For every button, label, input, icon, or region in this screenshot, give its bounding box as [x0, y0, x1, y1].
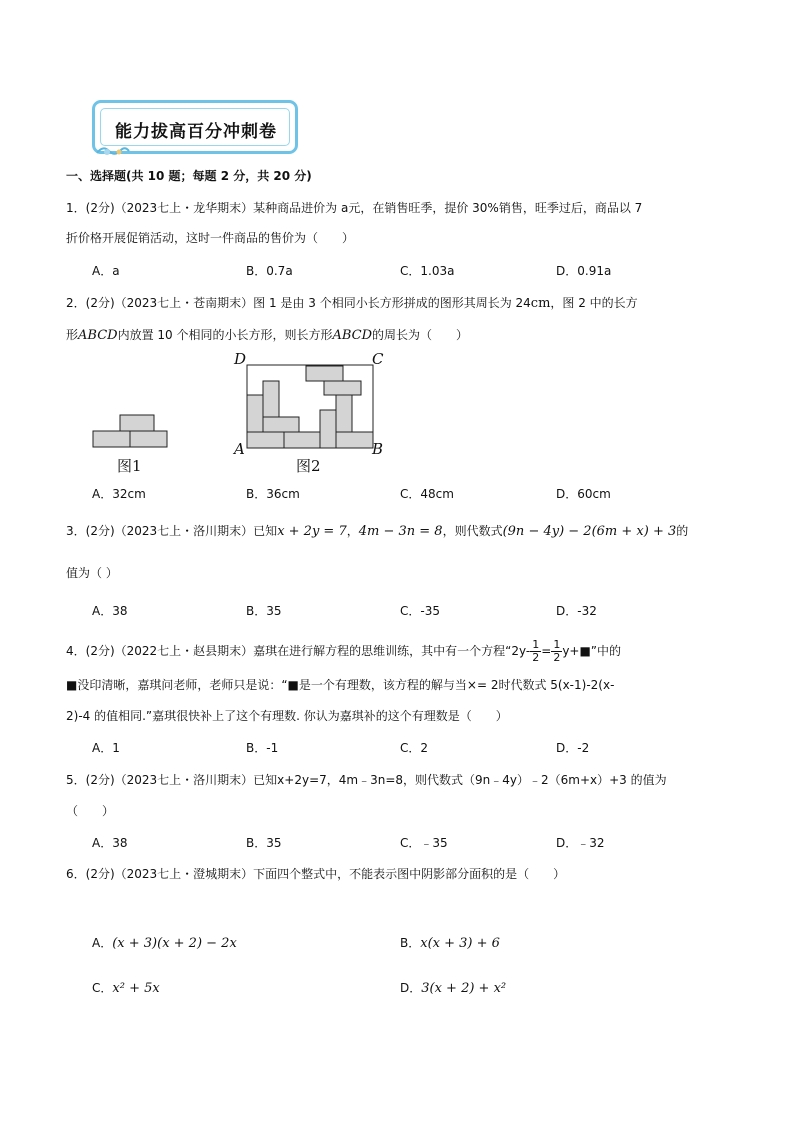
q1-line2: 折价格开展促销活动，这时一件商品的售价为（ ）: [66, 231, 355, 245]
q5-line2: （ ）: [66, 804, 115, 818]
q3-option-c: C．-35: [400, 604, 440, 618]
q5-line1: 5．(2分)（2023七上・洛川期末）已知x+2y=7，4m﹣3n=8，则代数式（9n﹣4y）﹣2（6m+x）+3 的值为: [66, 773, 667, 787]
q6-option-c: [92, 980, 160, 997]
q2-figure-1: [90, 412, 170, 452]
q2-line2-e: 的周长为（ ）: [372, 328, 469, 342]
q4-fraction-1-num: 1: [532, 637, 540, 651]
q2-option-b: B．36cm: [246, 487, 300, 501]
q3-line1-a: 3．(2分)（2023七上・洛川期末）已知: [66, 524, 278, 538]
q3-line1-c: 的: [676, 524, 689, 538]
q4-fraction-2: [551, 639, 562, 664]
q6-option-b-label: B．: [400, 936, 421, 950]
q2-option-a: A．32cm: [92, 487, 146, 501]
q2-line1: [66, 295, 638, 312]
q5-option-d: D．﹣32: [556, 836, 605, 850]
q4-option-a: A．1: [92, 741, 120, 755]
q6-option-d-label: D．: [400, 981, 422, 995]
q4-equals: =: [541, 644, 552, 658]
q2-corner-b: B: [372, 440, 384, 458]
q6-option-c-label: C．: [92, 981, 113, 995]
q2-line2: [66, 327, 468, 344]
q3-separator: ，: [346, 524, 359, 538]
page-title: 能力拔高百分冲刺卷: [115, 122, 277, 142]
q2-option-d: D．60cm: [556, 487, 611, 501]
q4-fraction-2-num: 1: [553, 637, 561, 651]
wave-decoration-icon: [95, 143, 155, 157]
q6-option-c-expr: x² + 5x: [112, 981, 160, 996]
q3-expression: (9n − 4y) − 2(6m + x) + 3: [502, 524, 677, 539]
q6-option-a-expr: (x + 3)(x + 2) − 2x: [112, 936, 237, 951]
q6-option-b: [400, 935, 500, 952]
q3-line2: 值为（ ）: [66, 566, 118, 580]
q1-option-c: C．1.03a: [400, 264, 455, 278]
q4-option-b: B．-1: [246, 741, 279, 755]
q3-option-a: A．38: [92, 604, 128, 618]
q3-line1: [66, 523, 688, 540]
q3-option-b: B．35: [246, 604, 282, 618]
q4-line3: 2)-4 的值相同.”嘉琪很快补上了这个有理数. 你认为嘉琪补的这个有理数是（ ）: [66, 709, 508, 723]
q4-fraction-1: [530, 639, 541, 664]
q3-line1-b: ，则代数式: [442, 524, 503, 538]
q2-figure-1-label: 图1: [117, 457, 142, 475]
q2-line1-c: ，图 2 中的长方: [550, 296, 638, 310]
q3-equation-2: 4m − 3n = 8: [358, 524, 443, 539]
q6-line1: 6．(2分)（2023七上・澄城期末）下面四个整式中，不能表示图中阴影部分面积的是（ ）: [66, 867, 566, 881]
q2-rect-name-2: ABCD: [332, 328, 373, 343]
q2-corner-c: C: [372, 350, 384, 368]
q6-option-a-label: A．: [92, 936, 113, 950]
q4-option-c: C．2: [400, 741, 429, 755]
q4-line1-b: y+■”中的: [562, 644, 622, 658]
q2-rect-name-1: ABCD: [78, 328, 118, 343]
q5-option-c: C．﹣35: [400, 836, 448, 850]
title-banner: [92, 100, 298, 154]
q5-option-a: A．38: [92, 836, 128, 850]
q6-option-b-expr: x(x + 3) + 6: [420, 936, 500, 951]
q4-option-d: D．-2: [556, 741, 590, 755]
q2-option-c: C．48cm: [400, 487, 454, 501]
q2-figure-2: [244, 362, 376, 450]
q1-line1: 1．(2分)（2023七上・龙华期末）某种商品进价为 a元，在销售旺季，提价 30%销售，旺季过后，商品以 7: [66, 201, 643, 215]
q2-corner-d: D: [234, 350, 247, 368]
q4-line1: [66, 633, 621, 669]
q2-line2-a: 形: [66, 328, 79, 342]
q4-fraction-2-den: 2: [553, 650, 561, 664]
q4-line2: ■没印清晰，嘉琪问老师，老师只是说：“■是一个有理数，该方程的解与当×= 2时代数式 5(x-1)-2(x-: [66, 678, 615, 692]
q6-option-d: [400, 980, 506, 997]
q2-line1-a: 2．(2分)（2023七上・苍南期末）图 1 是由 3 个相同小长方形拼成的图形其周长为 24: [66, 296, 531, 310]
q2-unit-cm: cm: [530, 296, 551, 311]
q3-option-d: D．-32: [556, 604, 597, 618]
section-heading: 一、选择题(共 10 题；每题 2 分，共 20 分): [66, 169, 312, 183]
q2-figure-2-label: 图2: [296, 457, 321, 475]
q1-option-b: B．0.7a: [246, 264, 293, 278]
q5-option-b: B．35: [246, 836, 282, 850]
q1-option-d: D．0.91a: [556, 264, 612, 278]
q1-option-a: A．a: [92, 264, 120, 278]
q3-equation-1: x + 2y = 7: [277, 524, 347, 539]
q2-line2-c: 内放置 10 个相同的小长方形，则长方形: [117, 328, 333, 342]
q2-corner-a: A: [234, 440, 245, 458]
q4-line1-a: 4．(2分)（2022七上・赵县期末）嘉琪在进行解方程的思维训练，其中有一个方程“2y-: [66, 644, 531, 658]
q4-fraction-1-den: 2: [532, 650, 540, 664]
q6-option-a: [92, 935, 237, 952]
q6-option-d-expr: 3(x + 2) + x²: [421, 981, 507, 996]
